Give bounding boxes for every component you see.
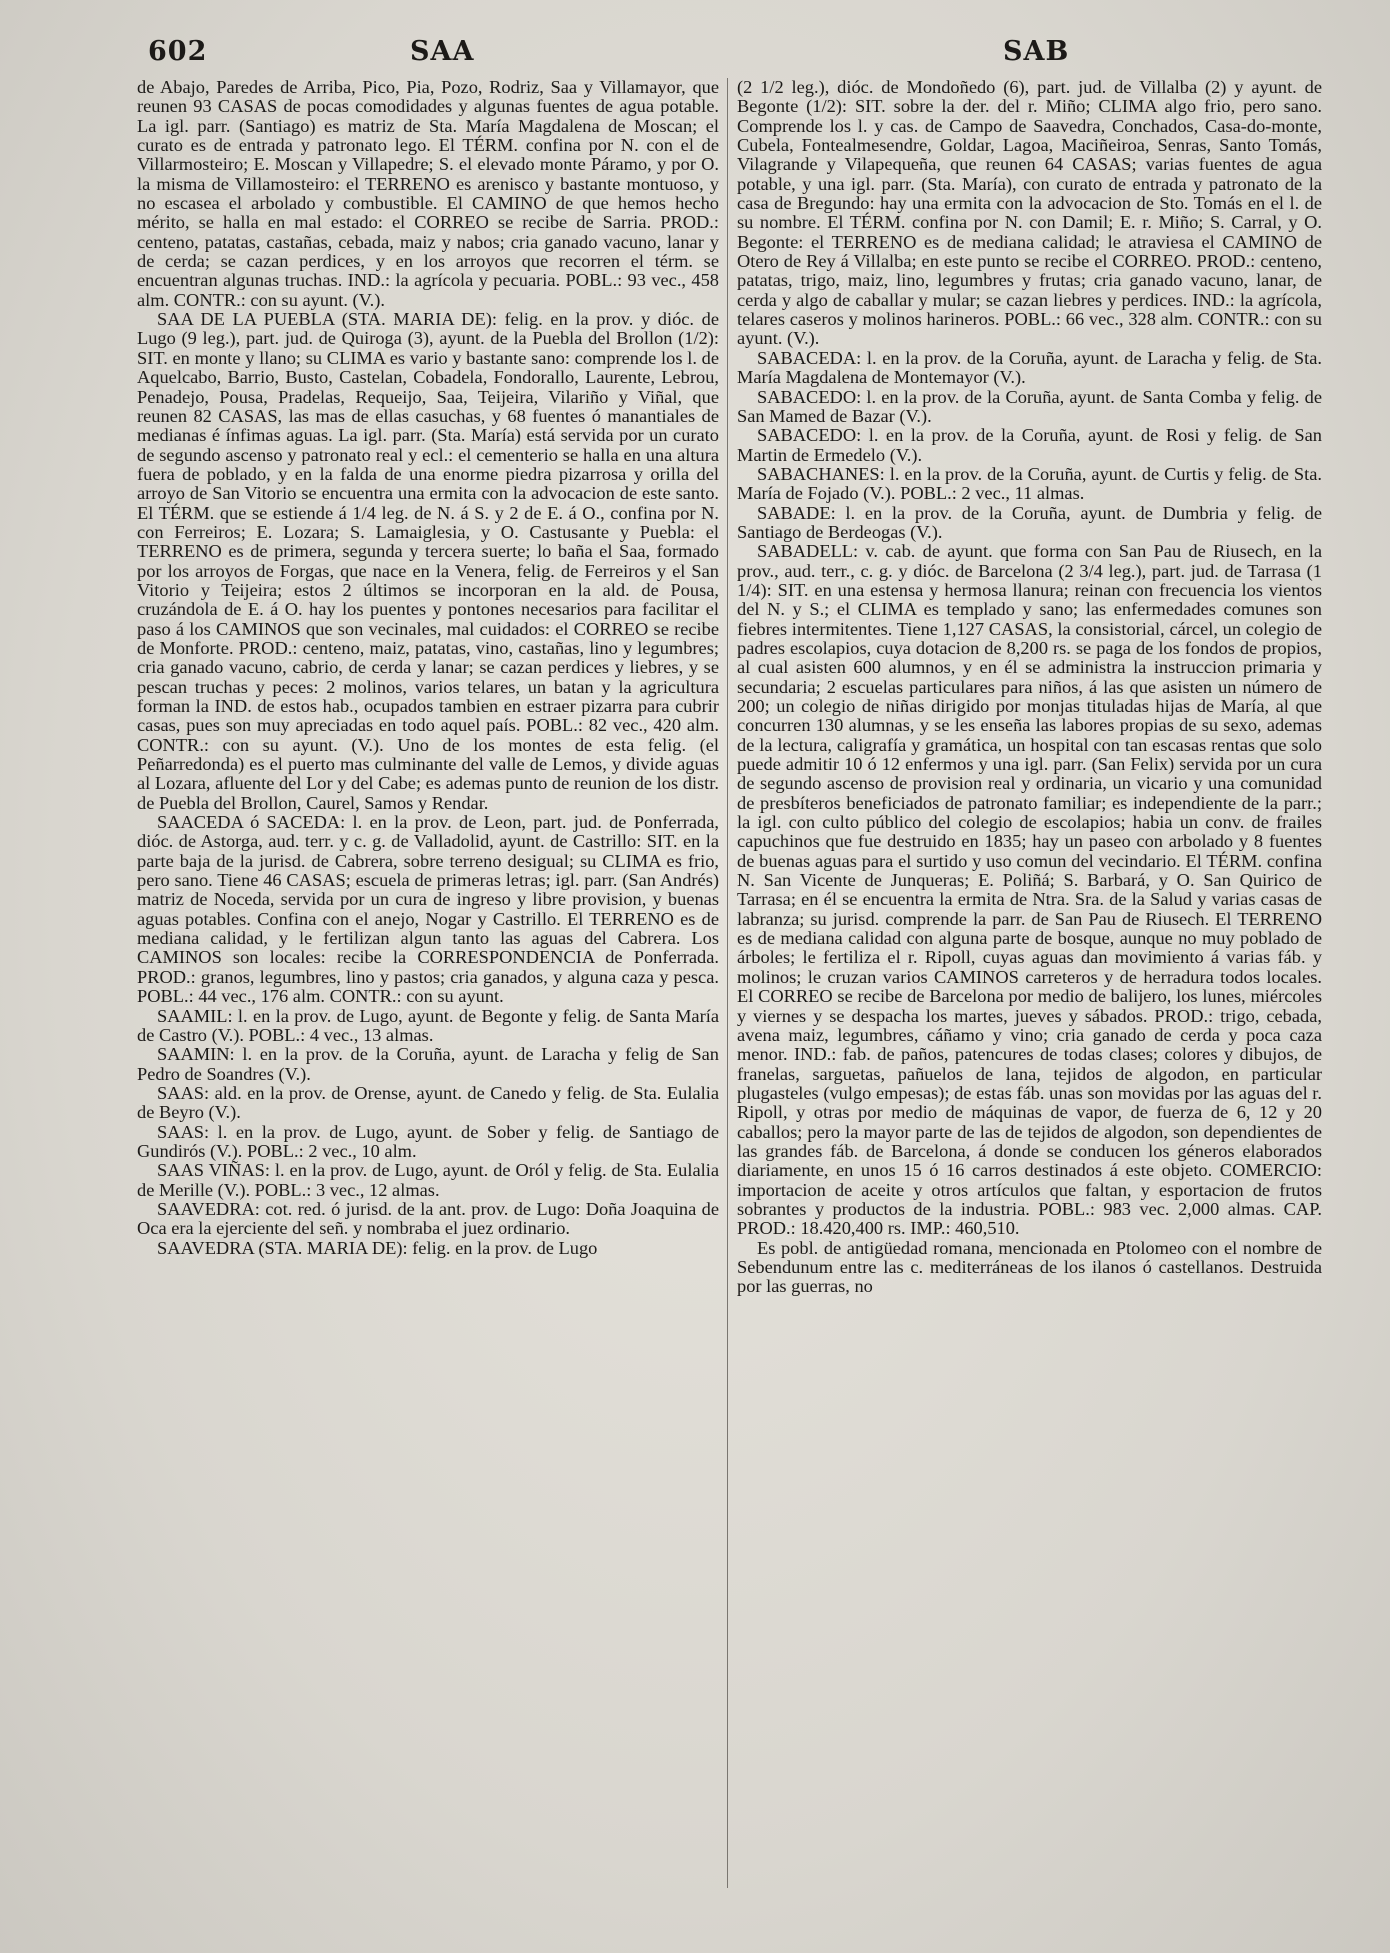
entry-paragraph: SAAS: l. en la prov. de Lugo, ayunt. de Sober y felig. de Santiago de Gundirós (V.). POBL.: 2 vec., 10 alm.	[137, 1121, 719, 1161]
entry-paragraph: SAACEDA ó SACEDA: l. en la prov. de Leon, part. jud. de Ponferrada, dióc. de Astorga, aud. terr. y c. g. de Valladolid, ayunt. de Castrillo: SIT. en la parte baja de la jurisd. de Cabrera, sobre terreno desigual; su CLIMA es frio, pero sano. Tiene 46 CASAS; escuela de primeras letras; igl. parr. (San Andrés) matriz de Noceda, servida por un cura de ingreso y libre provision, y buenas aguas potables. Confina con el anejo, Nogar y Castrillo. El TERRENO es de mediana calidad, y le fertilizan algun tanto las aguas del Cabrera. Los CAMINOS son locales: recibe la CORRESPONDENCIA de Ponferrada. PROD.: granos, legumbres, lino y pastos; cria ganados, y alguna caza y pesca. POBL.: 44 vec., 176 alm. CONTR.: con su ayunt.	[137, 812, 719, 1007]
entry-paragraph: SAAS: ald. en la prov. de Orense, ayunt. de Canedo y felig. de Sta. Eulalia de Beyro (V.).	[137, 1082, 719, 1123]
entry-paragraph: SABACEDO: l. en la prov. de la Coruña, ayunt. de Santa Comba y felig. de San Mamed de Bazar (V.).	[737, 386, 1322, 426]
left-column	[137, 78, 719, 1928]
entry-paragraph: SAA DE LA PUEBLA (STA. MARIA DE): felig. en la prov. y dióc. de Lugo (9 leg.), part. jud. de Quiroga (3), ayunt. de la Puebla del Brollon (1/2): SIT. en monte y llano; su CLIMA es vario y bastante sano: comprende los l. de Aquelcabo, Barrio, Busto, Castelan, Cobadela, Fondorallo, Laurente, Lebrou, Penadejo, Pousa, Pradelas, Requeijo, Saa, Teijeira, Vilariño y Viñal, que reunen 82 CASAS, las mas de ellas casuchas, y 68 fuentes ó manantiales de medianas é ínfimas aguas. La igl. parr. (Sta. María) está servida por un curato de segundo ascenso y patronato real y ecl.: el cementerio se halla en una altura fuera de poblado, y en la falda de una enorme piedra pizarrosa y orilla del arroyo de San Vitorio se encuentra una ermita con la advocacion de este santo. El TÉRM. que se estiende á 1/4 leg. de N. á S. y 2 de E. á O., confina por N. con Ferreiros; E. Lozara; S. Lamaiglesia, y O. Castusante y Puebla: el TERRENO es de primera, segunda y tercera suerte; lo baña el Saa, formado por los arroyos de Forgas, que nace en la Venera, felig. de Ferreiros y el San Vitorio y Teijeira; estos 2 últimos se incorporan en la ald. de Pousa, cruzándola de E. á O. hay los puentes y pontones necesarios para facilitar el paso á los CAMINOS que son vecinales, mal cuidados: el CORREO se recibe de Monforte. PROD.: centeno, maiz, patatas, vino, castañas, lino y legumbres; cria ganado vacuno, cabrio, de cerda y lanar; se cazan perdices y liebres, y se pescan truchas y peces: 2 molinos, varios telares, un batan y la agricultura forman la IND. de estos hab., ocupados tambien en estraer pizarra para cubrir casas, pues son muy apreciadas en todo aquel país. POBL.: 82 vec., 420 alm. CONTR.: con su ayunt. (V.). Uno de los montes de esta felig. (el Peñarredonda) es el puerto mas culminante del valle de Lemos, y divide aguas al Lozara, afluente del Lor y del Cabe; es ademas punto de reunion de los distr. de Puebla del Brollon, Caurel, Samos y Rendar.	[137, 309, 719, 813]
entry-paragraph: (2 1/2 leg.), dióc. de Mondoñedo (6), part. jud. de Villalba (2) y ayunt. de Begonte (1/2): SIT. sobre la der. del r. Miño; CLIMA algo frio, pero sano. Comprende los l. y cas. de Campo de Saavedra, Conchados, Casa-do-monte, Cubela, Fontealmesendre, Goldar, Lagoa, Maciñeiroa, Senras, Santo Tomás, Vilagrande y Vilapequeña, que reunen 64 CASAS; varias fuentes de agua potable, y una igl. parr. (Sta. María), con curato de entrada y patronato de la casa de Bregundo: hay una ermita con la advocacion de Sto. Tomás en el l. de su nombre. El TÉRM. confina por N. con Damil; E. r. Miño; S. Carral, y O. Begonte: el TERRENO es de mediana calidad; le atraviesa el CAMINO de Otero de Rey á Villalba; en este punto se recibe el CORREO. PROD.: centeno, patatas, trigo, maiz, lino, legumbres y frutas; cria ganado vacuno, lanar, de cerda y algo de caballar y mular; se cazan liebres y perdices. IND.: la agrícola, telares caseros y molinos harineros. POBL.: 66 vec., 328 alm. CONTR.: con su ayunt. (V.).	[737, 78, 1322, 349]
entry-paragraph: SAAS VIÑAS: l. en la prov. de Lugo, ayunt. de Oról y felig. de Sta. Eulalia de Merille (V.). POBL.: 3 vec., 12 almas.	[137, 1160, 719, 1200]
entry-paragraph: SAAMIN: l. en la prov. de la Coruña, ayunt. de Laracha y felig de San Pedro de Soandres (V.).	[137, 1044, 719, 1084]
entry-paragraph: Es pobl. de antigüedad romana, mencionada en Ptolomeo con el nombre de Sebendunum entre las c. mediterráneas de los ilanos ó castellanos. Destruida por las guerras, no	[737, 1237, 1322, 1297]
left-guide-word: SAA	[410, 36, 475, 67]
right-column	[737, 78, 1322, 1928]
column-divider	[727, 78, 728, 1888]
entry-paragraph: SABACEDA: l. en la prov. de la Coruña, ayunt. de Laracha y felig. de Sta. María Magdalena de Montemayor (V.).	[737, 347, 1322, 388]
entry-paragraph: de Abajo, Paredes de Arriba, Pico, Pia, Pozo, Rodriz, Saa y Villamayor, que reunen 93 CASAS de pocas comodidades y algunas fuentes de agua potable. La igl. parr. (Santiago) es matriz de Sta. María Magdalena de Moscan; el curato es de entrada y patronato lego. El TÉRM. confina por N. con el de Villarmosteiro; E. Moscan y Villapedre; S. el elevado monte Páramo, y por O. la misma de Villamosteiro: el TERRENO es arenisco y bastante montuoso, y no escasea el arbolado y combustible. El CAMINO de que hemos hecho mérito, se halla en mal estado: el CORREO se recibe de Sarria. PROD.: centeno, patatas, castañas, cebada, maiz y nabos; cria ganado vacuno, lanar y de cerda; se cazan perdices, y en los arroyos que recorren el térm. se encuentran algunas truchas. IND.: la agrícola y pecuaria. POBL.: 93 vec., 458 alm. CONTR.: con su ayunt. (V.).	[137, 78, 719, 310]
entry-paragraph: SABADE: l. en la prov. de la Coruña, ayunt. de Dumbria y felig. de Santiago de Berdeogas (V.).	[737, 502, 1322, 542]
page-number: 602	[148, 36, 208, 67]
entry-paragraph: SABACEDO: l. en la prov. de la Coruña, ayunt. de Rosi y felig. de San Martin de Ermedelo (V.).	[737, 425, 1322, 465]
entry-paragraph: SAAVEDRA: cot. red. ó jurisd. de la ant. prov. de Lugo: Doña Joaquina de Oca era la ejerciente del señ. y nombraba el juez ordinario.	[137, 1198, 719, 1239]
entry-paragraph: SAAMIL: l. en la prov. de Lugo, ayunt. de Begonte y felig. de Santa María de Castro (V.). POBL.: 4 vec., 13 almas.	[137, 1005, 719, 1045]
entry-paragraph: SABADELL: v. cab. de ayunt. que forma con San Pau de Riusech, en la prov., aud. terr., c. g. y dióc. de Barcelona (2 3/4 leg.), part. jud. de Tarrasa (1 1/4): SIT. en una estensa y hermosa llanura; reinan con frecuencia los vientos del N. y S.; el CLIMA es templado y sano; las enfermedades comunes son fiebres intermitentes. Tiene 1,127 CASAS, la consistorial, cárcel, un colegio de padres escolapios, cuya dotacion de 8,200 rs. se paga de los fondos de propios, al cual asisten 600 alumnos, y en él se administra la instruccion primaria y secundaria; 2 escuelas particulares para niños, á las que asisten un número de 200; un colegio de niñas dirigido por monjas tituladas hijas de María, al que concurren 130 alumnas, y se les enseña las labores propias de su sexo, ademas de la lectura, caligrafía y gramática, un hospital con tan escasas rentas que solo puede admitir 10 ó 12 enfermos y una igl. parr. (San Felix) servida por un cura de segundo ascenso de provision real y ordinaria, un vicario y una comunidad de presbíteros beneficiados de patronato familiar; es independiente de la parr.; la igl. con culto público del colegio de escolapios; habia un conv. de frailes capuchinos que fue destruido en 1835; hay un paseo con arbolado y 8 fuentes de buenas aguas para el surtido y uso comun del vecindario. El TÉRM. confina N. San Vicente de Junqueras; E. Poliñá; S. Barbará, y O. San Quirico de Tarrasa; en él se encuentra la ermita de Ntra. Sra. de la Salud y varias casas de labranza; su jurisd. comprende la parr. de San Pau de Riusech. El TERRENO es de mediana calidad con alguna parte de bosque, aunque no muy poblado de árboles; le fertiliza el r. Ripoll, cuyas aguas dan movimiento á varias fáb. y molinos; le cruzan varios CAMINOS carreteros y de herradura todos locales. El CORREO se recibe de Barcelona por medio de balijero, los lunes, miércoles y viernes y se despacha los martes, jueves y sábados. PROD.: trigo, cebada, avena maiz, legumbres, cáñamo y vino; cria ganado de cerda y poca caza menor. IND.: fab. de paños, patencures de todas clases; colores y dibujos, de franelas, sarguetas, pañuelos de lana, tejidos de algodon, en particular plugasteles (vulgo empesas); de estas fáb. unas son movidas por las aguas del r. Ripoll, y otras por medio de máquinas de vapor, de fuerza de 6, 12 y 20 caballos; pero la mayor parte de las de tejidos de algodon, son dependientes de las grandes fáb. de Barcelona, á donde se conducen los géneros elaborados diariamente, en unos 15 ó 16 carros destinados á este objeto. COMERCIO: importacion de aceite y otros artículos que faltan, y esportacion de frutos sobrantes y productos de la industria. POBL.: 983 vec. 2,000 almas. CAP. PROD.: 18.420,400 rs. IMP.: 460,510.	[737, 541, 1322, 1239]
right-guide-word: SAB	[1003, 36, 1070, 67]
entry-paragraph: SABACHANES: l. en la prov. de la Coruña, ayunt. de Curtis y felig. de Sta. María de Fojado (V.). POBL.: 2 vec., 11 almas.	[737, 463, 1322, 504]
page-header	[0, 36, 1390, 72]
entry-paragraph: SAAVEDRA (STA. MARIA DE): felig. en la prov. de Lugo	[157, 1237, 598, 1258]
